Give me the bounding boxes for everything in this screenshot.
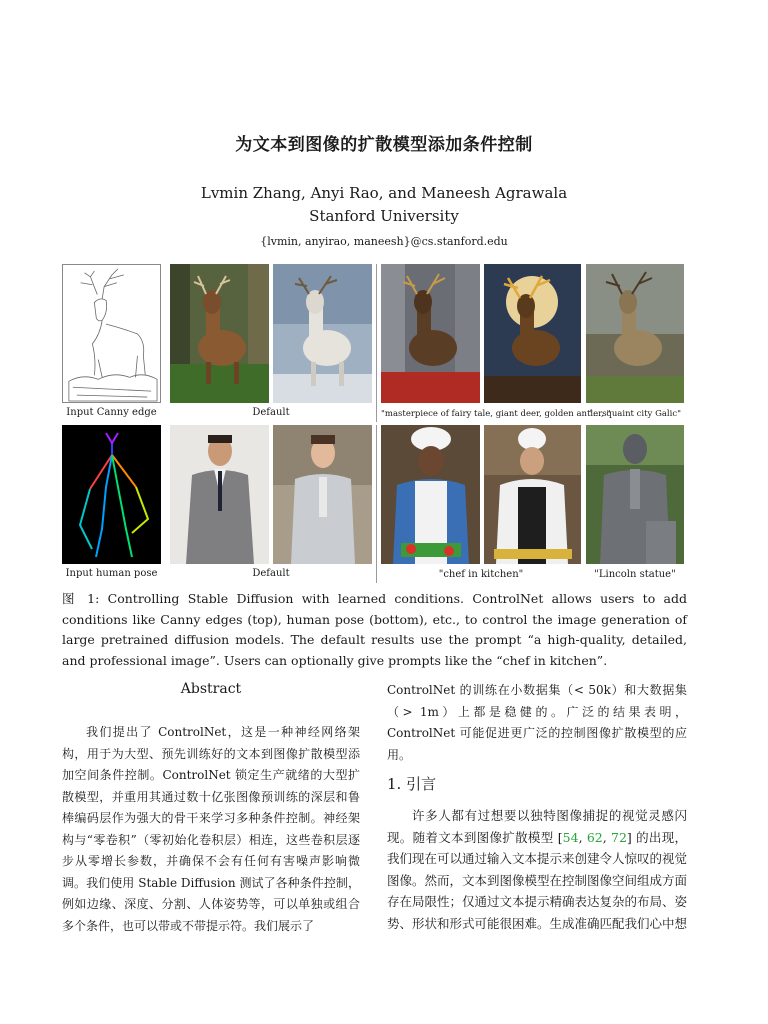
label-prompt-chef: "chef in kitchen" <box>438 569 524 580</box>
abstract-text: 我们提出了 ControlNet，这是一种神经网络架构，用于为大型、预先训练好的文本到图像扩散模型添加空间条件控制。ControlNet 锁定生产就绪的大型扩散模型，并重用其通过数十亿张图像预训练的深层和鲁棒编码层作为强大的骨干来学习多种条件控制。神经架构与“零卷积”（零初始化卷积层）相连，这些卷积层逐步从零增长参数，并确保不会有任何有害噪声影响微调。我们使用 Stable Diffusion 测试了各种条件控制，例如边缘、深度、分割、人体姿势等，可以单独或组合多个条件，也可以带或不带提示符。我们展示了 <box>62 725 360 933</box>
label-input-canny: Input Canny edge <box>66 407 157 418</box>
canny-edge-image <box>62 264 161 403</box>
chef-image-2 <box>484 425 581 564</box>
authors: Lvmin Zhang, Anyi Rao, and Maneesh Agrawala <box>200 184 568 202</box>
man-default <box>170 425 269 564</box>
deer-default-2 <box>273 264 372 403</box>
chef-image-1 <box>381 425 480 564</box>
affiliation: Stanford University <box>309 207 459 225</box>
figure-caption: 图 1: Controlling Stable Diffusion with learned conditions. ControlNet allows users to add conditions like Canny edges (top), human pose (bottom), etc., to control the image generation of large pretrained diffusion models. The default results use the prompt “a high-quality, detailed, and professional image”. Users can optionally give prompts like the “chef in kitchen”. <box>62 591 687 668</box>
label-default-row1: Default <box>252 407 290 418</box>
abstract-heading: Abstract <box>180 681 242 697</box>
citation-separator: , <box>578 829 587 845</box>
label-prompt-fairy-tale: "masterpiece of fairy tale, giant deer, golden antlers" <box>381 409 611 419</box>
deer-default-1 <box>170 264 269 403</box>
deer-fairy-tale <box>381 264 480 403</box>
figure-divider-2 <box>376 425 377 583</box>
citation-link[interactable]: 62 <box>586 829 603 845</box>
boy-default <box>273 425 372 564</box>
label-prompt-city: "..., quaint city Galic" <box>588 409 682 419</box>
section-heading-intro: 1. 引言 <box>387 775 437 793</box>
figure-divider <box>376 264 377 422</box>
paper-title: 为文本到图像的扩散模型添加条件控制 <box>235 135 533 155</box>
right-column-text: ControlNet 的训练在小数据集（< 50k）和大数据集（> 1m）上都是稳健的。广泛的结果表明，ControlNet 可能促进更广泛的控制图像扩散模型的应用。 <box>387 683 687 762</box>
human-pose-image <box>62 425 161 564</box>
lincoln-statue <box>586 425 684 564</box>
deer-quaint-city <box>586 264 684 403</box>
email: {lvmin, anyirao, maneesh}@cs.stanford.edu <box>260 235 508 248</box>
intro-text-b: ] 的出现，我们现在可以通过输入文本提示来创建令人惊叹的视觉图像。然而，文本到图像模型在控制图像空间组成方面存在局限性；仅通过文本提示精确表达复杂的布局、姿势、形状和形式可能很困难。生成准确匹配我们心中想 <box>387 829 688 931</box>
intro-text-a: 许多人都有过想要以独特图像捕捉的视觉灵感闪现。随着文本到图像扩散模型 [ <box>387 808 687 845</box>
intro-text <box>387 805 687 934</box>
deer-golden-antlers <box>484 264 581 403</box>
label-prompt-lincoln: "Lincoln statue" <box>594 569 676 580</box>
citation-link[interactable]: 72 <box>611 829 627 845</box>
citation-link[interactable]: 54 <box>562 829 579 845</box>
label-input-pose: Input human pose <box>65 568 158 579</box>
citation-separator: , <box>602 829 612 845</box>
label-default-row2: Default <box>252 568 290 579</box>
